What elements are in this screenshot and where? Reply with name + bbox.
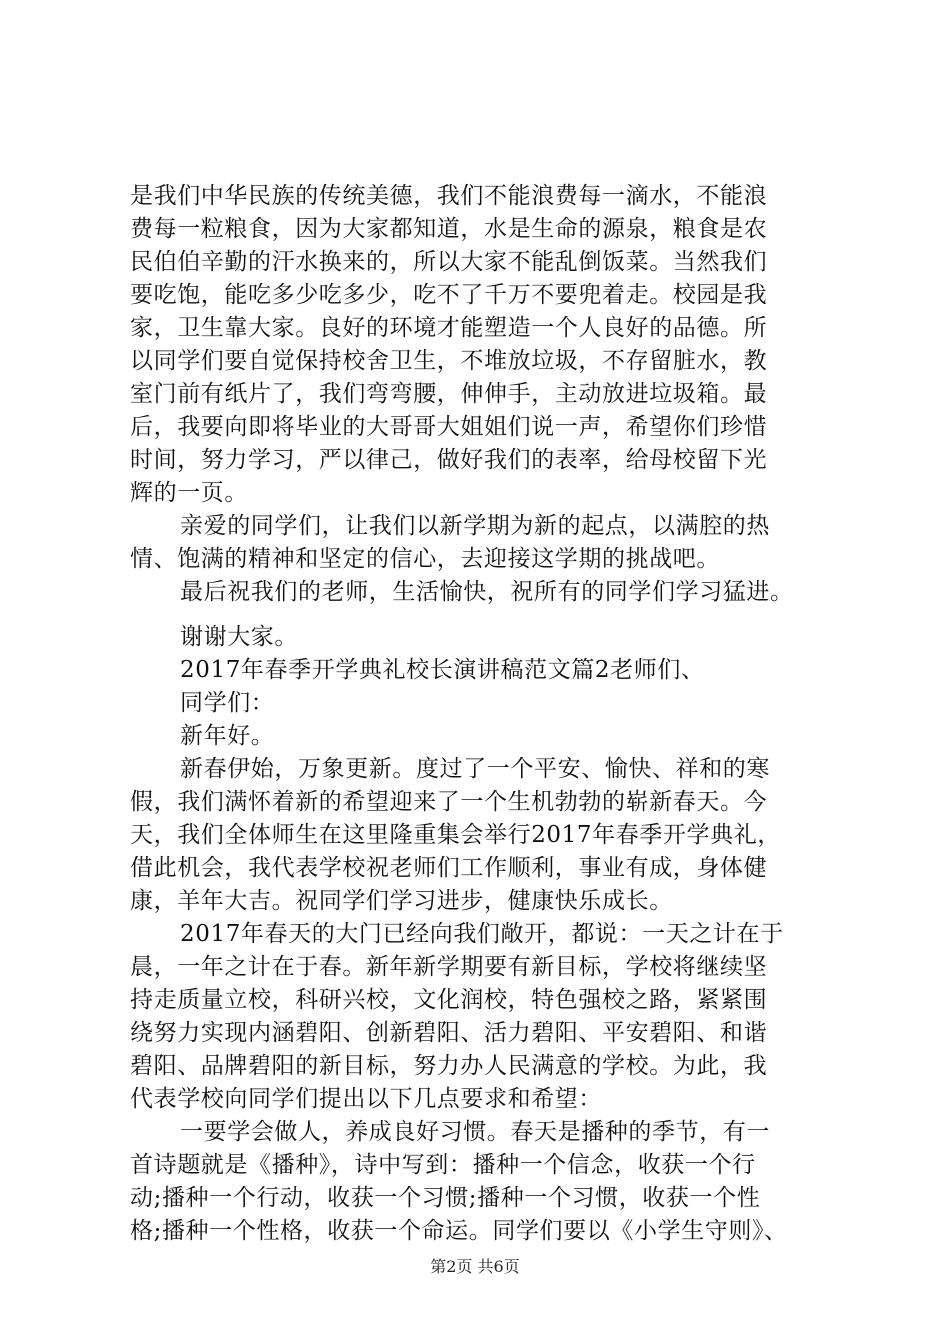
paragraph-line: 亲爱的同学们，让我们以新学期为新的起点，以满腔的热 [180, 513, 770, 539]
body-text-line: 康，羊年大吉。祝同学们学习进步，健康快乐成长。 [130, 888, 673, 914]
body-text-line: 室门前有纸片了，我们弯弯腰，伸伸手，主动放进垃圾箱。最 [130, 381, 768, 407]
body-text-line: 碧阳、品牌碧阳的新目标，努力办人民满意的学校。为此，我 [130, 1053, 768, 1079]
body-text-line: 情、饱满的精神和坚定的信心，去迎接这学期的挑战吧。 [130, 546, 720, 572]
body-text-line: 要吃饱，能吃多少吃多少，吃不了千万不要兜着走。校园是我 [130, 282, 768, 308]
page-footer: 第2页 共6页 [430, 1257, 520, 1276]
body-text-line: 动;播种一个行动，收获一个习惯;播种一个习惯，收获一个性 [130, 1185, 761, 1211]
body-text-line: 持走质量立校，科研兴校，文化润校，特色强校之路，紧紧围 [130, 987, 768, 1013]
body-text-line: 晨，一年之计在于春。新年新学期要有新目标，学校将继续坚 [130, 954, 768, 980]
paragraph-line: 谢谢大家。 [180, 624, 298, 650]
body-text-line: 辉的一页。 [130, 480, 248, 506]
body-text-line: 费每一粒粮食，因为大家都知道，水是生命的源泉，粮食是农 [130, 216, 768, 242]
body-text-line: 天，我们全体师生在这里隆重集会举行2017年春季开学典礼， [130, 822, 781, 848]
section-title-line: 2017年春季开学典礼校长演讲稿范文篇2老师们、 [180, 657, 705, 683]
body-text-line: 民伯伯辛勤的汗水换来的，所以大家不能乱倒饭菜。当然我们 [130, 249, 768, 275]
paragraph-line: 2017年春天的大门已经向我们敞开，都说：一天之计在于 [180, 921, 784, 947]
body-text-line: 以同学们要自觉保持校舍卫生，不堆放垃圾，不存留脏水，教 [130, 348, 768, 374]
greeting-line: 新年好。 [180, 723, 275, 749]
body-text-line: 是我们中华民族的传统美德，我们不能浪费每一滴水，不能浪 [130, 183, 768, 209]
body-text-line: 后，我要向即将毕业的大哥哥大姐姐们说一声，希望你们珍惜 [130, 414, 768, 440]
paragraph-line: 最后祝我们的老师，生活愉快，祝所有的同学们学习猛进。 [180, 579, 794, 605]
salutation-line: 同学们： [180, 690, 275, 716]
body-text-line: 时间，努力学习，严以律己，做好我们的表率，给母校留下光 [130, 447, 768, 473]
body-text-line: 绕努力实现内涵碧阳、创新碧阳、活力碧阳、平安碧阳、和谐 [130, 1020, 768, 1046]
body-text-line: 假，我们满怀着新的希望迎来了一个生机勃勃的崭新春天。今 [130, 789, 768, 815]
body-text-line: 代表学校向同学们提出以下几点要求和希望： [130, 1086, 602, 1112]
paragraph-line: 一要学会做人，养成良好习惯。春天是播种的季节，有一 [180, 1119, 770, 1145]
paragraph-line: 新春伊始，万象更新。度过了一个平安、愉快、祥和的寒 [180, 756, 770, 782]
body-text-line: 首诗题就是《播种》，诗中写到：播种一个信念，收获一个行 [130, 1152, 756, 1178]
body-text-line: 借此机会，我代表学校祝老师们工作顺利，事业有成，身体健 [130, 855, 768, 881]
body-text-line: 格;播种一个性格，收获一个命运。同学们要以《小学生守则》、 [130, 1218, 788, 1244]
body-text-line: 家，卫生靠大家。良好的环境才能塑造一个人良好的品德。所 [130, 315, 768, 341]
